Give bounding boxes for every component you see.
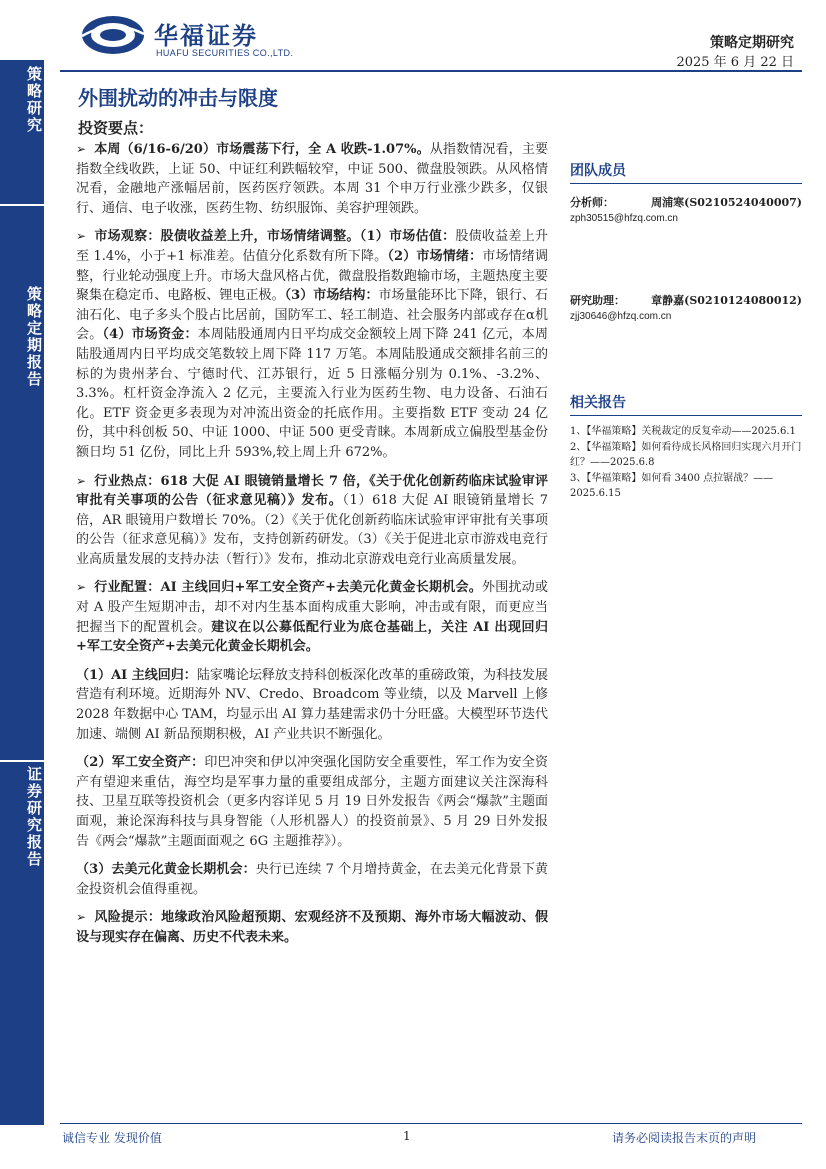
- logo-mark-icon: [80, 14, 146, 56]
- bullet-arrow-icon: ➢: [76, 580, 87, 595]
- bold-text-run: 行业配置：AI 主线回归+军工安全资产+去美元化黄金长期机会。: [94, 580, 482, 596]
- text-run: 市场量能环比下降，银行、石油石化、电子多头个股占比居前，国防军工、轻工制造、社会服务内部或存在α机会。: [76, 288, 548, 343]
- band-divider: [0, 760, 44, 762]
- analyst-name: 周浦寒(S0210524040007): [651, 196, 802, 209]
- text-run: 陆家嘴论坛释放支持科创板深化改革的重磅政策，为科技发展营造有利环境。近期海外 NV、Credo、Broadcom 等业绩，以及 Marvell 上修 2028 年数据中心 TAM，均显示出 AI 算力基建需求仍十分旺盛。大模型环节迭代加速、端侧 AI 新品预期积极，AI 产业共识不断强化。: [76, 667, 548, 742]
- report-category: 策略定期研究: [710, 35, 794, 51]
- related-report-link[interactable]: 2、【华福策略】如何看待成长风格回归实现六月开门红？——2025.6.8: [570, 442, 802, 468]
- analyst-row: [570, 194, 802, 210]
- footer-disclaimer: 请务必阅读报告末页的声明: [611, 1131, 756, 1145]
- bold-text-run: （2）军工安全资产：: [76, 755, 205, 771]
- left-category-band: [0, 60, 44, 1125]
- section-heading: 投资要点：: [78, 119, 154, 137]
- logo-name-en: HUAFU SECURITIES CO.,LTD.: [156, 48, 294, 58]
- related-report-link[interactable]: 1、【华福策略】关税裁定的反复牵动——2025.6.1: [570, 426, 796, 437]
- company-logo: [80, 14, 300, 64]
- summary-paragraph: [76, 578, 548, 656]
- summary-paragraph: [76, 908, 548, 947]
- summary-paragraph: [76, 140, 548, 218]
- analyst-email[interactable]: zph30515@hfzq.com.cn: [570, 213, 678, 224]
- bold-text-run: （3）去美元化黄金长期机会：: [76, 862, 256, 878]
- bold-text-run: （2）市场情绪：: [387, 248, 483, 264]
- footer-slogan: 诚信专业 发现价值: [62, 1131, 162, 1145]
- bullet-arrow-icon: ➢: [76, 473, 87, 488]
- sidebar: [570, 160, 802, 502]
- bold-text-run: 市场观察：股债收益差上升，市场情绪调整。（1）市场估值：: [94, 229, 456, 245]
- analyst-role: 分析师：: [570, 196, 614, 209]
- bold-text-run: 本周（6/16-6/20）市场震荡下行，全 A 收跌-1.07%。: [94, 142, 430, 157]
- text-run: （1）618 大促 AI 眼镜销量增长 7 倍，AR 眼镜用户数增长 70%。（2）《关于优化创新药临床试验审评审批有关事项的公告（征求意见稿）》发布，支持创新药研发。（3）《关于促进北京市游戏电竞行业高质量发展的支持办法（暂行）》发布，推动北京游戏电竞行业高质量发展。: [76, 493, 548, 567]
- bold-text-run: 风险提示：地缘政治风险超预期、宏观经济不及预期、海外市场大幅波动、假设与现实存在偏离、历史不代表未来。: [76, 910, 548, 945]
- text-run: 股债收益差上升至 1.4%，小于+1 标准差。估值分化系数有所下降。: [76, 229, 548, 264]
- page-number: 1: [403, 1129, 411, 1143]
- related-reports-title: 相关报告: [570, 392, 802, 416]
- summary-paragraph: [76, 860, 548, 899]
- text-run: 本周陆股通周内日平均成交金额较上周下降 241 亿元，本周陆股通周内日平均成交笔数较上周下降 117 万笔。本周陆股通成交额排名前三的标的为贵州茅台、宁德时代、江苏银行，近 5 日涨幅分别为 0.1%、-3.2%、3.3%。杠杆资金净流入 2 亿元，主要流入行业为医药生物、电力设备、石油石化。ETF 资金更多表现为对冲流出资金的托底作用。主要指数 ETF 变动 24 亿份，其中科创板 50、中证 1000、中证 500 更受青睐。本周新成立偏股型基金份额日均 51 亿份，同比上升 593%,较上周上升 672%。: [76, 327, 548, 460]
- team-title: 团队成员: [570, 160, 802, 184]
- text-run: 央行已连续 7 个月增持黄金，在去美元化背景下黄金投资机会值得重视。: [76, 862, 548, 897]
- main-content: [76, 140, 548, 957]
- text-run: 外围扰动或对 A 股产生短期冲击，却不对内生基本面构成重大影响，冲击或有限，而更应当把握当下的配置机会。: [76, 580, 548, 635]
- related-reports-list: [570, 424, 802, 501]
- bold-text-run: 建议在以公募低配行业为底仓基础上，关注 AI 出现回归+军工安全资产+去美元化黄金长期机会。: [76, 619, 548, 655]
- assistant-email[interactable]: zjj30646@hfzq.com.cn: [570, 311, 672, 322]
- header-divider: [60, 70, 802, 72]
- report-title: 外围扰动的冲击与限度: [78, 86, 278, 110]
- summary-paragraph: [76, 666, 548, 744]
- summary-paragraph: [76, 472, 548, 570]
- logo-name-cn: 华福证券: [154, 22, 258, 50]
- bullet-arrow-icon: ➢: [76, 229, 87, 244]
- bold-text-run: （4）市场资金：: [102, 327, 198, 343]
- band-label-strategy-research: 策略研究: [25, 66, 43, 134]
- bold-text-run: （1）AI 主线回归：: [76, 667, 197, 683]
- band-divider: [0, 204, 44, 206]
- text-run: 市场情绪调整，行业轮动强度上升。市场大盘风格占优，微盘股指数跑输市场，主题热度主要聚集在稳定币、电路板、锂电正极。: [76, 248, 548, 304]
- band-label-periodic-report: 策略定期报告: [25, 286, 43, 388]
- report-date: 2025 年 6 月 22 日: [676, 55, 794, 70]
- assistant-row: [570, 292, 802, 308]
- assistant-name: 章静嘉(S0210124080012): [651, 294, 802, 307]
- summary-paragraph: [76, 227, 548, 462]
- assistant-role: 研究助理：: [570, 294, 625, 307]
- text-run: 印巴冲突和伊以冲突强化国防安全重要性，军工作为安全资产有望迎来重估，海空均是军事力量的重要组成部分，主题方面建议关注深海科技、卫星互联等投资机会（更多内容详见 5 月 19 日外发报告《两会“爆款”主题面面观，兼论深海科技与具身智能（人形机器人）的投资前景》、5 月 29 日外发报告《两会“爆款”主题面面观之 6G 主题推荐》）。: [76, 755, 548, 849]
- bullet-arrow-icon: ➢: [76, 910, 87, 925]
- band-label-securities-report: 证券研究报告: [25, 766, 43, 868]
- related-report-link[interactable]: 3、【华福策略】如何看 3400 点拉锯战？——2025.6.15: [570, 473, 774, 499]
- summary-paragraph: [76, 753, 548, 851]
- bullet-arrow-icon: ➢: [76, 142, 87, 156]
- bold-text-run: 行业热点：618 大促 AI 眼镜销量增长 7 倍，《关于优化创新药临床试验审评审批有关事项的公告（征求意见稿）》发布。: [76, 473, 548, 509]
- text-run: 从指数情况看，主要指数全线收跌，上证 50、中证红利跌幅较窄，中证 500、微盘股领跌。从风格情况看，金融地产涨幅居前，医药医疗领跌。本周 31 个申万行业涨少跌多，仅银行、通信、电子收涨，医药生物、纺织服饰、美容护理领跌。: [76, 142, 548, 216]
- footer-divider: [60, 1123, 802, 1124]
- bold-text-run: （3）市场结构：: [284, 288, 379, 304]
